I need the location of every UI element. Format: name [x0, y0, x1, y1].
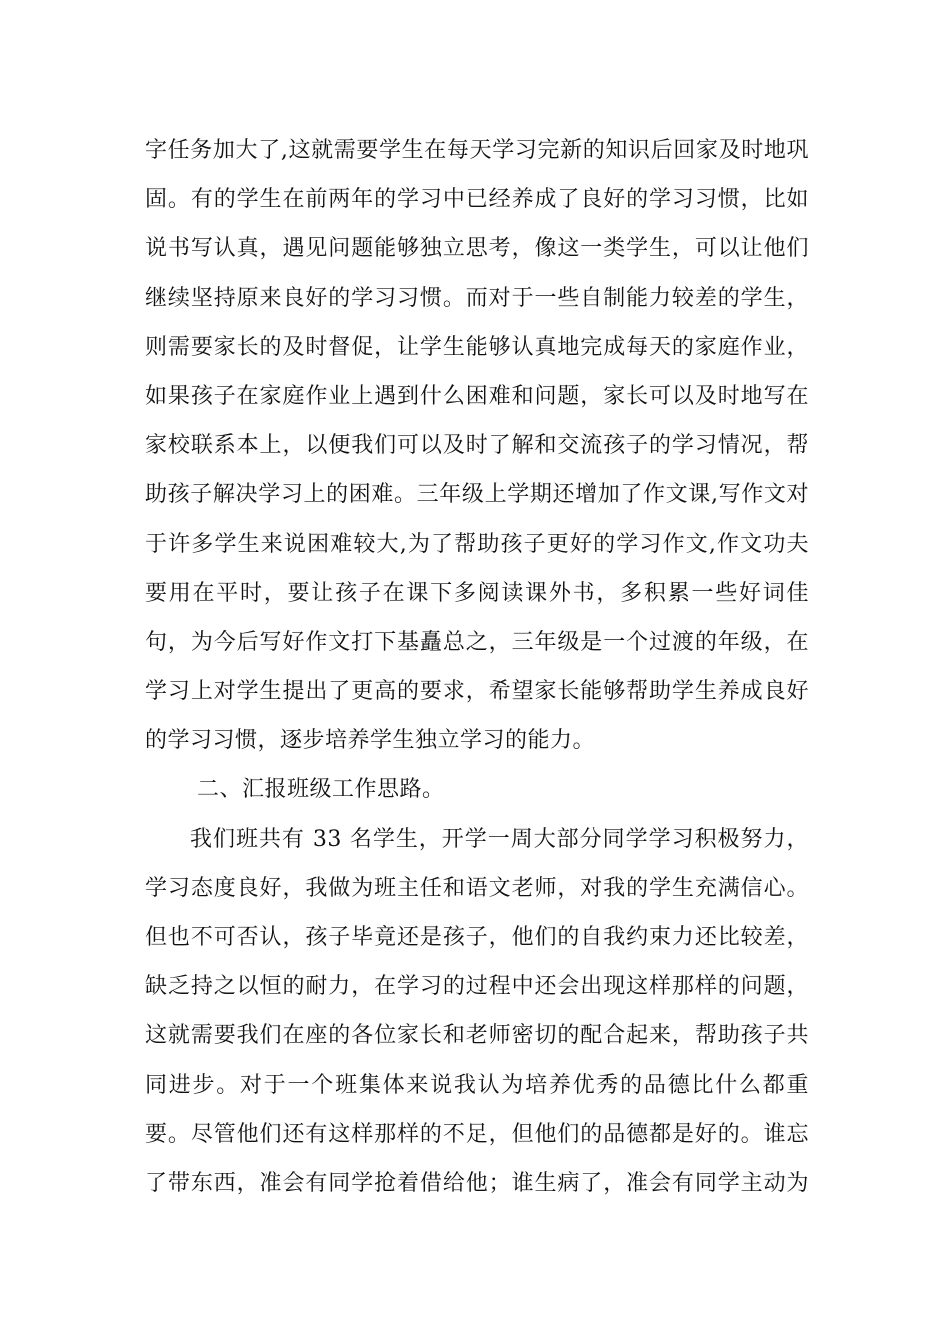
paragraph-last-line: 的学习习惯，逐步培养学生独立学习的能力。 — [145, 728, 596, 754]
text-line: 字任务加大了,这就需要学生在每天学习完新的知识后回家及时地巩 — [145, 138, 809, 163]
text-line: 缺乏持之以恒的耐力，在学习的过程中还会出现这样那样的问题， — [145, 974, 809, 1000]
text-line: 家校联系本上，以便我们可以及时了解和交流孩子的学习情况，帮 — [145, 433, 809, 459]
text-line: 但也不可否认，孩子毕竟还是孩子，他们的自我约束力还比较差， — [145, 925, 809, 950]
text-line: 要。尽管他们还有这样那样的不足，但他们的品德都是好的。谁忘 — [145, 1121, 809, 1147]
text-line: 句，为今后写好作文打下基矗总之，三年级是一个过渡的年级，在 — [145, 629, 809, 655]
body-text — [145, 126, 809, 1208]
text-line: 学习态度良好，我做为班主任和语文老师，对我的学生充满信心。 — [145, 875, 809, 901]
text-line: 助孩子解决学习上的困难。三年级上学期还增加了作文课,写作文对 — [145, 482, 809, 508]
text-line: 这就需要我们在座的各位家长和老师密切的配合起来，帮助孩子共 — [145, 1023, 809, 1049]
text-line: 如果孩子在家庭作业上遇到什么困难和问题，家长可以及时地写在 — [145, 383, 809, 409]
paragraph-first-line: 我们班共有 33 名学生，开学一周大部分同学学习积极努力， — [190, 826, 809, 852]
text-line: 则需要家长的及时督促，让学生能够认真地完成每天的家庭作业， — [145, 334, 809, 360]
text-line: 学习上对学生提出了更高的要求，希望家长能够帮助学生养成良好 — [145, 679, 809, 705]
text-line: 同进步。对于一个班集体来说我认为培养优秀的品德比什么都重 — [145, 1072, 809, 1098]
text-line: 于许多学生来说困难较大,为了帮助孩子更好的学习作文,作文功夫 — [145, 531, 809, 557]
section-heading: 二、汇报班级工作思路。 — [197, 777, 445, 803]
text-line: 固。有的学生在前两年的学习中已经养成了良好的学习习惯，比如 — [145, 187, 809, 213]
text-line: 继续坚持原来良好的学习习惯。而对于一些自制能力较差的学生， — [145, 285, 809, 311]
text-line: 说书写认真，遇见问题能够独立思考，像这一类学生，可以让他们 — [145, 236, 809, 262]
text-line: 要用在平时，要让孩子在课下多阅读课外书，多积累一些好词佳 — [145, 580, 809, 606]
text-line: 了带东西，准会有同学抢着借给他；谁生病了，准会有同学主动为 — [145, 1170, 809, 1196]
